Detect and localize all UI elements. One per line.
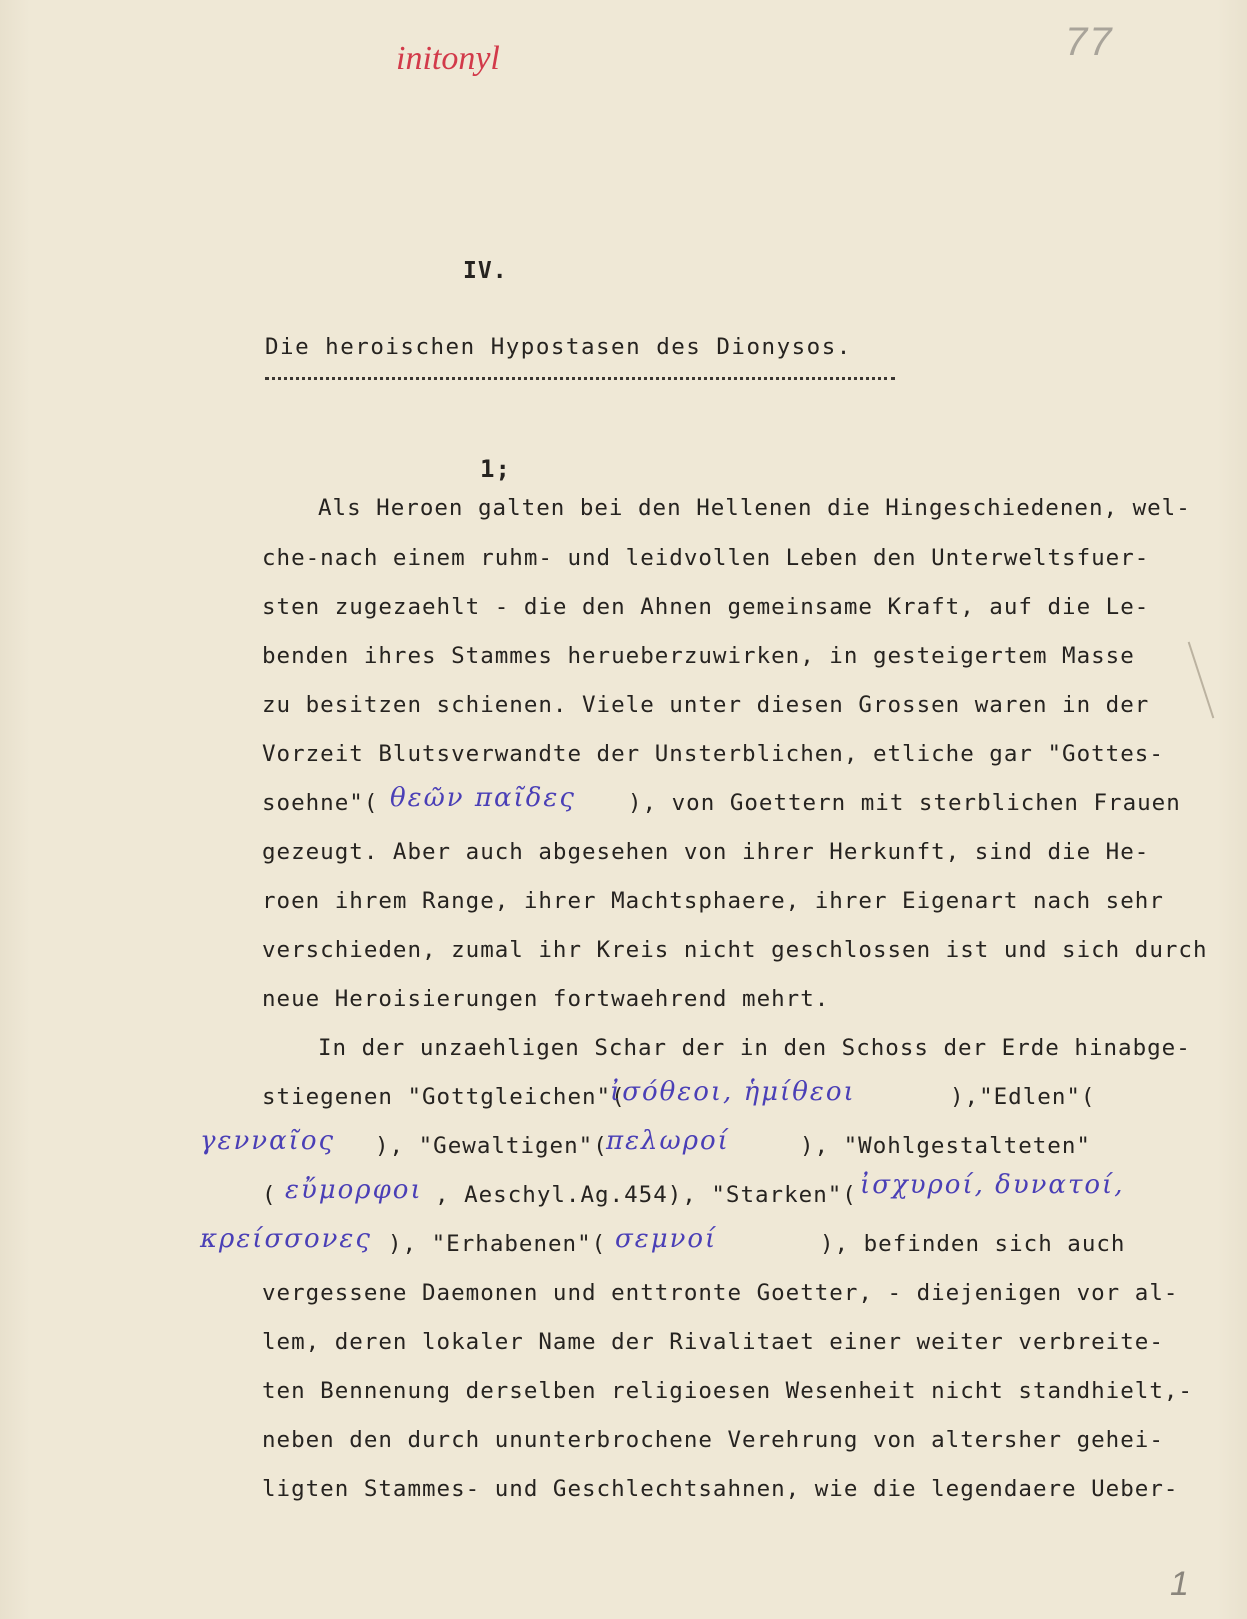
text-line: ( xyxy=(262,1182,277,1208)
greek-handwriting: εὔμορφοι xyxy=(285,1175,423,1205)
text-line: stiegenen "Gottgleichen"( xyxy=(262,1084,626,1110)
section-number: 1; xyxy=(480,455,511,483)
greek-handwriting: πελωροί xyxy=(606,1126,730,1156)
greek-handwriting: κρείσσονες xyxy=(200,1224,372,1254)
text-line: lem, deren lokaler Name der Rivalitaet einer weiter verbreite- xyxy=(262,1329,1164,1355)
text-line: ligten Stammes- und Geschlechtsahnen, wie die legendaere Ueber- xyxy=(262,1476,1179,1502)
text-line: In der unzaehligen Schar der in den Schoss der Erde hinabge- xyxy=(318,1035,1191,1061)
text-line: vergessene Daemonen und enttronte Goetter, - diejenigen vor al- xyxy=(262,1280,1179,1306)
chapter-title: Die heroischen Hypostasen des Dionysos. xyxy=(265,334,852,360)
greek-handwriting: γενναῖος xyxy=(200,1126,336,1156)
chapter-number: IV. xyxy=(463,258,508,284)
title-underline xyxy=(265,377,895,380)
text-line: gezeugt. Aber auch abgesehen von ihrer Herkunft, sind die He- xyxy=(262,839,1150,865)
red-handwritten-note: initonyl xyxy=(396,40,500,77)
text-line: neben den durch ununterbrochene Verehrung von altersher gehei- xyxy=(262,1427,1164,1453)
text-line: sten zugezaehlt - die den Ahnen gemeinsame Kraft, auf die Le- xyxy=(262,594,1150,620)
archive-number: 77 xyxy=(1065,20,1114,64)
greek-handwriting: ἰσόθεοι, ἡμίθεοι xyxy=(610,1077,856,1107)
text-line: roen ihrem Range, ihrer Machtsphaere, ihrer Eigenart nach sehr xyxy=(262,888,1164,914)
text-line: ), "Wohlgestalteten" xyxy=(800,1133,1091,1159)
text-line: Vorzeit Blutsverwandte der Unsterblichen, etliche gar "Gottes- xyxy=(262,741,1164,767)
text-line: che-nach einem ruhm- und leidvollen Leben den Unterweltsfuer- xyxy=(262,545,1150,571)
text-line: benden ihres Stammes herueberzuwirken, in gesteigertem Masse xyxy=(262,643,1135,669)
text-line: ), "Erhabenen"( xyxy=(388,1231,607,1257)
text-line: neue Heroisierungen fortwaehrend mehrt. xyxy=(262,986,830,1012)
text-line: soehne"( xyxy=(262,790,379,816)
text-line: ), befinden sich auch xyxy=(820,1231,1126,1257)
text-line: , Aeschyl.Ag.454), "Starken"( xyxy=(435,1182,857,1208)
text-line: Als Heroen galten bei den Hellenen die Hingeschiedenen, wel- xyxy=(318,495,1191,521)
text-line: ), von Goettern mit sterblichen Frauen xyxy=(628,790,1181,816)
text-line: zu besitzen schienen. Viele unter diesen Grossen waren in der xyxy=(262,692,1150,718)
greek-handwriting: θεῶν παῖδες xyxy=(390,783,576,813)
greek-handwriting: ἰσχυροί, δυνατοί, xyxy=(860,1170,1125,1200)
pencil-margin-mark xyxy=(1188,642,1215,719)
text-line: verschieden, zumal ihr Kreis nicht geschlossen ist und sich durch xyxy=(262,937,1208,963)
text-line: ten Bennenung derselben religioesen Wesenheit nicht standhielt,- xyxy=(262,1378,1193,1404)
page-number: 1 xyxy=(1170,1565,1189,1603)
text-line: ),"Edlen"( xyxy=(950,1084,1096,1110)
text-line: ), "Gewaltigen"( xyxy=(375,1133,608,1159)
greek-handwriting: σεμνοί xyxy=(615,1224,718,1254)
